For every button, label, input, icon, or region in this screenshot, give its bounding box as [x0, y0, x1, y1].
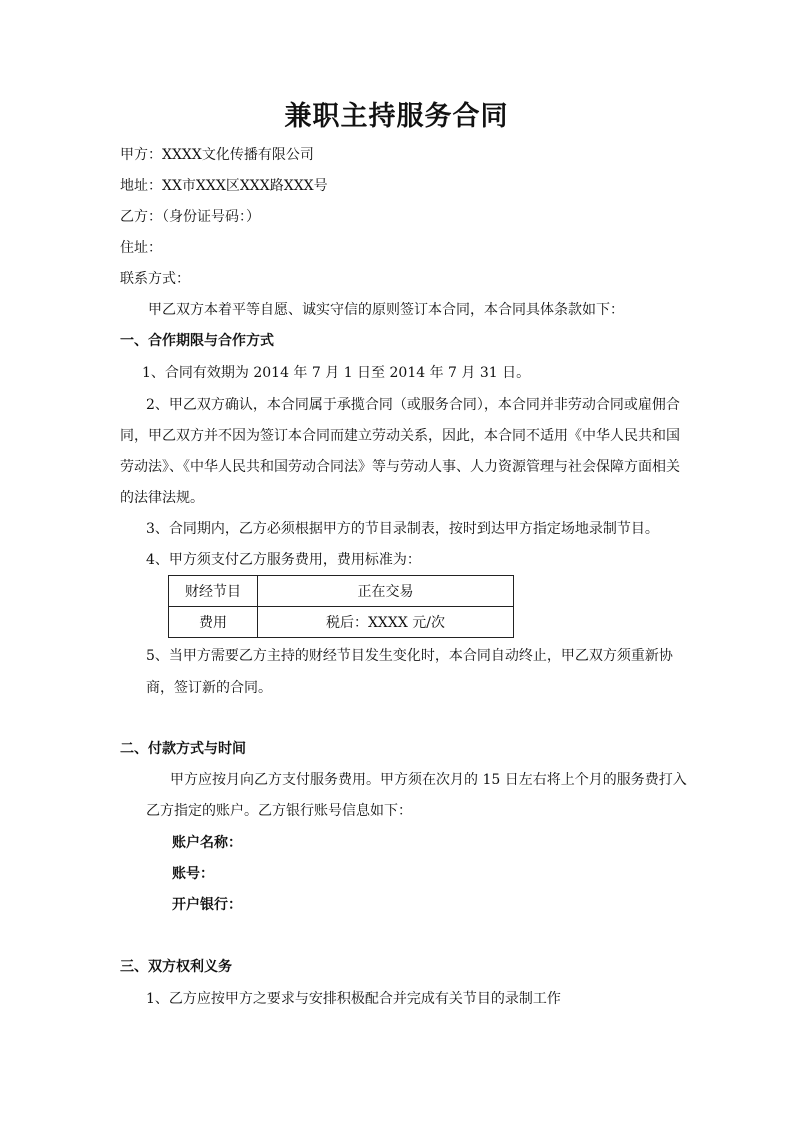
fee-table [168, 575, 514, 638]
section-1-heading: 一、合作期限与合作方式 [120, 333, 274, 349]
section-2-para-line-1: 甲方应按月向乙方支付服务费用。甲方须在次月的 15 日左右将上个月的服务费打入 [170, 772, 687, 788]
table-cell-program-value: 正在交易 [258, 576, 514, 607]
section-1-item-2-line-4: 的法律法规。 [120, 490, 204, 506]
account-number-label: 账号： [172, 866, 214, 882]
section-2-para-line-2: 乙方指定的账户。乙方银行账号信息如下： [146, 803, 412, 819]
contact-line: 联系方式： [120, 271, 190, 287]
intro-paragraph: 甲乙双方本着平等自愿、诚实守信的原则签订本合同，本合同具体条款如下： [148, 302, 624, 318]
section-3-heading: 三、双方权利义务 [120, 959, 232, 975]
address-line: 地址：XX市XXX区XXX路XXX号 [120, 178, 328, 194]
section-1-item-5-line-1: 5、当甲方需要乙方主持的财经节目发生变化时，本合同自动终止，甲乙双方须重新协 [146, 648, 673, 664]
section-3-item-1: 1、乙方应按甲方之要求与安排积极配合并完成有关节目的录制工作 [146, 991, 561, 1007]
section-1-item-5-line-2: 商，签订新的合同。 [146, 680, 272, 696]
party-b-line: 乙方：（身份证号码：） [120, 209, 260, 225]
section-1-item-2-line-3: 劳动法》、《中华人民共和国劳动合同法》等与劳动人事、人力资源管理与社会保障方面相关 [120, 459, 680, 475]
section-1-item-2-line-2: 同，甲乙双方并不因为签订本合同而建立劳动关系，因此，本合同不适用《中华人民共和国 [120, 428, 680, 444]
party-a-line: 甲方：XXXX文化传播有限公司 [120, 147, 314, 163]
section-1-item-3: 3、合同期内，乙方必须根据甲方的节目录制表，按时到达甲方指定场地录制节目。 [146, 521, 659, 537]
section-1-item-2-line-1: 2、甲乙双方确认，本合同属于承揽合同（或服务合同），本合同并非劳动合同或雇佣合 [146, 397, 680, 413]
table-row [169, 607, 514, 638]
table-cell-program-label: 财经节目 [169, 576, 258, 607]
section-1-item-1: 1、合同有效期为 2014 年 7 月 1 日至 2014 年 7 月 31 日。 [142, 365, 531, 381]
document-title: 兼职主持服务合同 [284, 101, 509, 132]
residence-line: 住址： [120, 240, 162, 256]
table-cell-fee-label: 费用 [169, 607, 258, 638]
account-name-label: 账户名称： [172, 835, 242, 851]
table-cell-fee-value: 税后：XXXX 元/次 [258, 607, 514, 638]
bank-label: 开户银行： [172, 897, 242, 913]
section-1-item-4: 4、甲方须支付乙方服务费用，费用标准为： [146, 552, 421, 568]
section-2-heading: 二、付款方式与时间 [120, 741, 246, 757]
table-row [169, 576, 514, 607]
